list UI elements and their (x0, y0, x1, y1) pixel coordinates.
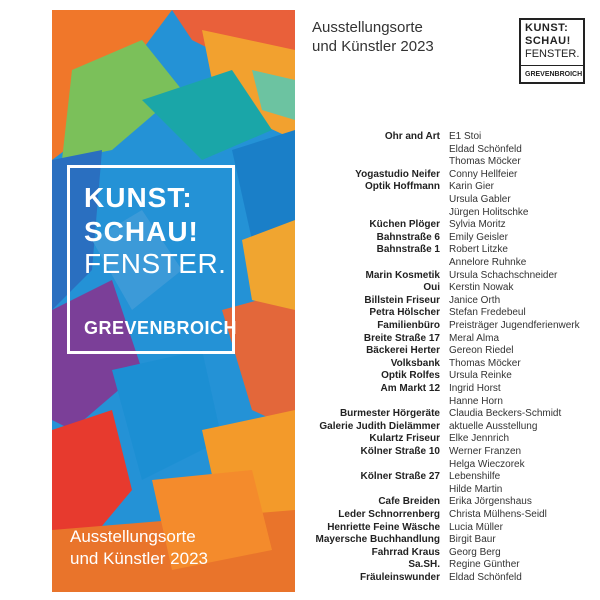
artist-name: Jürgen Holitschke (449, 206, 529, 218)
artist-name: Werner Franzen (449, 446, 522, 457)
artist-name: Sylvia Moritz (449, 219, 506, 231)
artist-name: Lebenshilfe (449, 471, 501, 483)
location-name: Bahnstraße 1 (376, 244, 440, 256)
location-name: Ohr and Art (384, 131, 440, 142)
artist-name: aktuelle Ausstellung (449, 420, 538, 432)
page-title-line1: Ausstellungsorte (312, 19, 423, 36)
list-item (0, 508, 600, 521)
location-name: Optik Hoffmann (365, 181, 440, 193)
location-name: Cafe Breiden (378, 496, 440, 508)
list-item (0, 243, 600, 256)
artist-name: Thomas Möcker (449, 156, 521, 168)
location-name: Optik Rolfes (381, 370, 440, 382)
artist-name: Christa Mülhens-Seidl (449, 509, 547, 520)
list-item (0, 206, 600, 219)
list-item (0, 495, 600, 508)
list-item (0, 180, 600, 193)
list-item (0, 571, 600, 584)
artist-name: Emily Geisler (449, 231, 508, 243)
artist-name: Meral Alma (449, 332, 500, 344)
artist-name: Stefan Fredebeul (449, 307, 526, 319)
list-item (0, 458, 600, 471)
list-item (0, 130, 600, 143)
cover-footer-line1: Ausstellungsorte (70, 527, 196, 546)
location-name: Familienbüro (377, 320, 440, 331)
location-name: Küchen Plöger (369, 219, 440, 231)
list-item (0, 483, 600, 496)
list-item (0, 470, 600, 483)
artist-name: Kerstin Nowak (449, 282, 514, 294)
location-name: Kölner Straße 10 (360, 446, 440, 457)
artist-name: Gereon Riedel (449, 345, 514, 357)
artist-name: Hilde Martin (449, 483, 503, 495)
list-item (0, 306, 600, 319)
list-item (0, 319, 600, 332)
list-item (0, 420, 600, 433)
list-item (0, 533, 600, 546)
cover-city: GREVENBROICH (84, 318, 238, 338)
list-item (0, 546, 600, 559)
artist-name: Erika Jörgenshaus (449, 496, 532, 508)
list-item (0, 407, 600, 420)
cover-footer-line2: und Künstler 2023 (70, 549, 208, 568)
artist-name: Janice Orth (449, 294, 501, 306)
location-name: Oui (423, 282, 440, 294)
artist-name: Ingrid Horst (449, 383, 501, 394)
location-name: Burmester Hörgeräte (339, 408, 440, 420)
location-name: Kulartz Friseur (369, 433, 440, 445)
location-name: Henriette Feine Wäsche (327, 521, 440, 533)
list-item (0, 432, 600, 445)
corner-logo (519, 18, 585, 84)
artist-name: Thomas Möcker (449, 357, 521, 369)
list-item (0, 382, 600, 395)
list-item (0, 395, 600, 408)
location-name: Leder Schnorrenberg (338, 509, 440, 520)
artist-name: Georg Berg (449, 546, 501, 558)
list-item (0, 357, 600, 370)
list-item (0, 155, 600, 168)
corner-logo-city: GREVENBROICH (525, 71, 583, 78)
list-item (0, 344, 600, 357)
artist-name: Annelore Ruhnke (449, 257, 527, 268)
list-item (0, 143, 600, 156)
corner-logo-divider (521, 65, 583, 66)
list-item (0, 231, 600, 244)
artist-name: Eldad Schönfeld (449, 572, 522, 583)
list-item (0, 168, 600, 181)
corner-logo-line2: SCHAU! (525, 35, 571, 47)
location-name: Bäckerei Herter (366, 345, 440, 357)
artist-name: Ursula Schachschneider (449, 269, 558, 281)
artist-name: Claudia Beckers-Schmidt (449, 408, 562, 420)
artist-name: E1 Stoi (449, 131, 482, 142)
location-name: Kölner Straße 27 (360, 471, 440, 483)
artist-name: Birgit Baur (449, 534, 496, 546)
artist-name: Lucia Müller (449, 521, 503, 533)
location-name: Sa.SH. (408, 559, 440, 571)
artist-name: Karin Gier (449, 181, 495, 193)
list-item (0, 218, 600, 231)
artist-name: Robert Litzke (449, 244, 508, 256)
corner-logo-line3: FENSTER. (525, 48, 580, 60)
corner-logo-line1: KUNST: (525, 22, 569, 34)
location-name: Volksbank (390, 357, 440, 369)
artist-name: Preisträger Jugendferienwerk (449, 320, 580, 331)
artist-name: Elke Jennrich (449, 433, 510, 445)
location-name: Galerie Judith Dielämmer (319, 420, 440, 432)
page-title (312, 18, 434, 56)
list-item (0, 445, 600, 458)
location-name: Billstein Friseur (364, 294, 440, 306)
location-name: Marin Kosmetik (365, 269, 440, 281)
artist-name: Ursula Gabler (449, 194, 511, 205)
list-item (0, 269, 600, 282)
location-name: Am Markt 12 (380, 383, 440, 394)
location-name: Breite Straße 17 (363, 332, 440, 344)
list-item (0, 558, 600, 571)
artist-name: Helga Wieczorek (449, 458, 525, 470)
page-title-line2: und Künstler 2023 (312, 38, 434, 55)
list-item (0, 332, 600, 345)
list-item (0, 521, 600, 534)
list-item (0, 281, 600, 294)
list-item (0, 294, 600, 307)
artist-name: Ursula Reinke (449, 370, 512, 382)
cover-logo-line3: FENSTER. (84, 248, 227, 279)
location-name: Yogastudio Neifer (355, 168, 440, 180)
location-name: Fräuleinswunder (359, 572, 440, 583)
artist-name: Regine Günther (449, 559, 520, 571)
artist-name: Hanne Horn (449, 395, 503, 407)
artist-name: Conny Hellfeier (449, 168, 518, 180)
location-name: Bahnstraße 6 (376, 231, 440, 243)
location-name: Petra Hölscher (369, 307, 440, 319)
location-name: Mayersche Buchhandlung (315, 534, 440, 546)
cover-logo-line1: KUNST: (84, 182, 193, 213)
cover-logo-line2: SCHAU! (84, 216, 199, 247)
artist-name: Eldad Schönfeld (449, 143, 522, 155)
list-item (0, 369, 600, 382)
list-item (0, 193, 600, 206)
list-item (0, 256, 600, 269)
location-name: Fahrrad Kraus (371, 546, 440, 558)
